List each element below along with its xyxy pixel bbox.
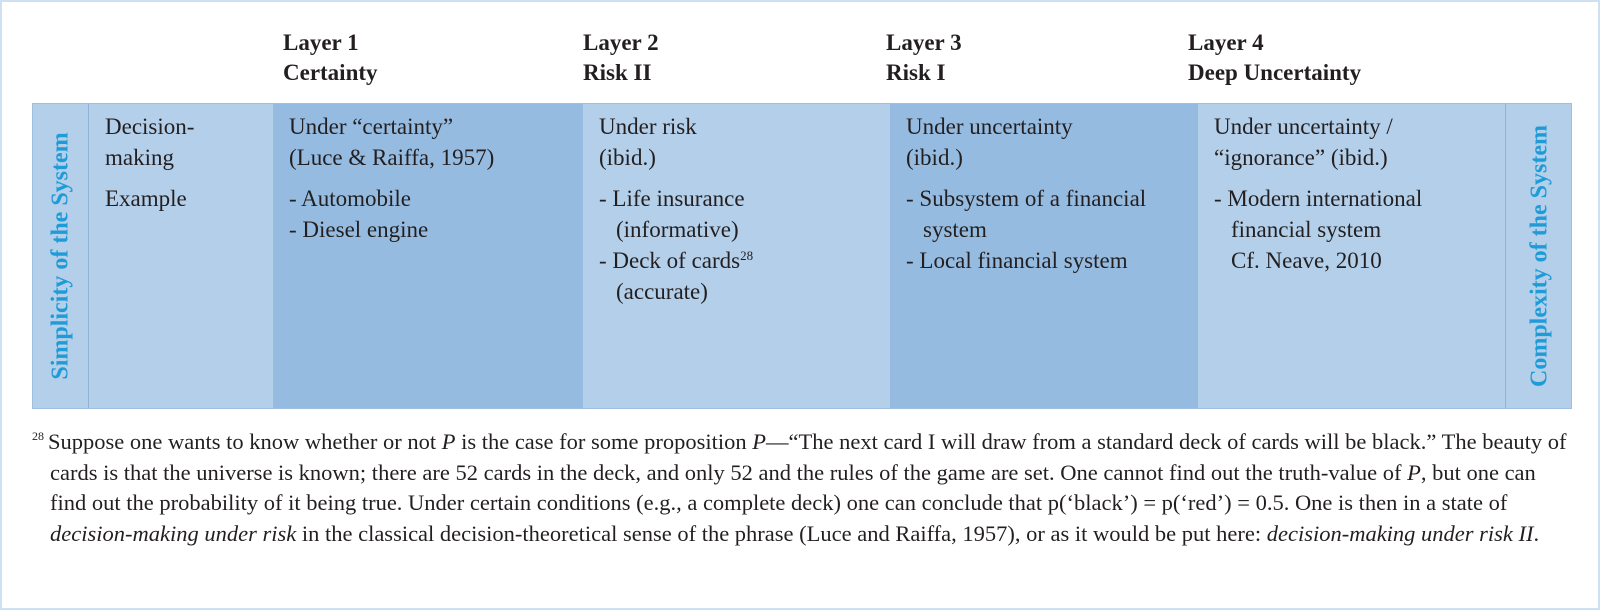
layer-2-subtitle: Risk II bbox=[583, 60, 652, 85]
layer-2-example-1: - Life insurance bbox=[599, 186, 745, 211]
layer-3-example-2: - Local financial system bbox=[906, 248, 1128, 273]
footnote-text-4: , but one can find out the probability of it being true. Under certain conditions (e.g., a complete deck) one can conclude that p(‘black’) = p(‘red’) = 0.5. One is then in a state of bbox=[50, 459, 1536, 515]
layer-3-subtitle: Risk I bbox=[886, 60, 946, 85]
footnote-text-5: in the classical decision-theoretical sense of the phrase (Luce and Raiffa, 1957), or as it would be put here: bbox=[296, 520, 1267, 546]
footnote-text-1: Suppose one wants to know whether or not bbox=[48, 429, 442, 454]
row-labels-column bbox=[88, 104, 273, 408]
layer-3-cell bbox=[906, 111, 1190, 276]
footnote bbox=[32, 427, 1577, 549]
layer-4-decision-line-1: Under uncertainty / bbox=[1214, 114, 1393, 139]
footnote-text-3: —“The next card I will draw from a standard deck of cards will be black.” The beauty of cards is that the universe is known; there are 52 cards in the deck, and only 52 and the rules of the game are set. One cannot find out the truth-value of bbox=[50, 429, 1567, 485]
layer-3-example-1: - Subsystem of a financial bbox=[906, 186, 1147, 211]
layer-1-example-1: - Automobile bbox=[289, 186, 412, 211]
layer-4-title: Layer 4 bbox=[1188, 30, 1264, 55]
layer-2-column bbox=[583, 104, 890, 408]
layer-4-example-1-ref: Cf. Neave, 2010 bbox=[1231, 248, 1382, 273]
decision-label-line-2: making bbox=[105, 145, 174, 170]
footnote-paragraph bbox=[32, 427, 1577, 549]
footnote-italic-1: decision-making under risk bbox=[50, 520, 297, 546]
layer-4-subtitle: Deep Uncertainty bbox=[1188, 60, 1362, 85]
layer-2-decision-line-2: (ibid.) bbox=[599, 145, 656, 170]
layer-4-header bbox=[1188, 28, 1361, 88]
footnote-text-6: . bbox=[1533, 520, 1540, 546]
layer-3-column bbox=[890, 104, 1198, 408]
layer-4-column bbox=[1198, 104, 1505, 408]
layer-2-example-1-cont: (informative) bbox=[616, 217, 739, 242]
layer-2-title: Layer 2 bbox=[583, 30, 659, 55]
footnote-number: 28 bbox=[32, 429, 44, 443]
layer-1-example-2: - Diesel engine bbox=[289, 217, 429, 242]
layers-table bbox=[32, 103, 1572, 409]
layer-3-title: Layer 3 bbox=[886, 30, 962, 55]
decision-label-line-1: Decision- bbox=[105, 114, 195, 139]
layer-2-example-2-text: - Deck of cards bbox=[599, 248, 741, 273]
complexity-column bbox=[1505, 104, 1573, 408]
simplicity-label: Simplicity of the System bbox=[47, 132, 73, 380]
footnote-var-p-2: P bbox=[752, 429, 767, 454]
layer-1-column bbox=[273, 104, 583, 408]
complexity-label: Complexity of the System bbox=[1526, 125, 1552, 387]
layer-2-decision-line-1: Under risk bbox=[599, 114, 697, 139]
layer-3-decision-line-2: (ibid.) bbox=[906, 145, 963, 170]
layer-4-decision-line-2: “ignorance” (ibid.) bbox=[1214, 145, 1388, 170]
layer-1-header bbox=[283, 28, 378, 88]
footnote-italic-2: decision-making under risk II bbox=[1266, 520, 1534, 546]
layer-1-cell bbox=[289, 111, 575, 245]
layer-1-title: Layer 1 bbox=[283, 30, 359, 55]
footnote-text-2: is the case for some proposition bbox=[455, 429, 753, 454]
layer-2-example-2-cont: (accurate) bbox=[616, 279, 708, 304]
footnote-var-p-3: P bbox=[1407, 459, 1421, 485]
layer-4-example-1-cont: financial system bbox=[1231, 217, 1382, 242]
layer-1-decision-line-1: Under “certainty” bbox=[289, 114, 454, 139]
layer-1-subtitle: Certainty bbox=[283, 60, 378, 85]
row-labels bbox=[105, 111, 265, 214]
layer-4-example-1: - Modern international bbox=[1214, 186, 1423, 211]
example-label: Example bbox=[105, 186, 187, 211]
layer-3-example-1-cont: system bbox=[923, 217, 987, 242]
layer-3-header bbox=[886, 28, 962, 88]
simplicity-column bbox=[33, 104, 88, 408]
layer-2-header bbox=[583, 28, 659, 88]
layer-3-decision-line-1: Under uncertainty bbox=[906, 114, 1073, 139]
layer-4-cell bbox=[1214, 111, 1497, 276]
layer-2-example-2 bbox=[599, 245, 882, 276]
footnote-ref-28[interactable]: 28 bbox=[740, 248, 754, 263]
layer-2-cell bbox=[599, 111, 882, 307]
layer-1-decision-line-2: (Luce & Raiffa, 1957) bbox=[289, 145, 495, 170]
footnote-var-p-1: P bbox=[441, 429, 456, 454]
